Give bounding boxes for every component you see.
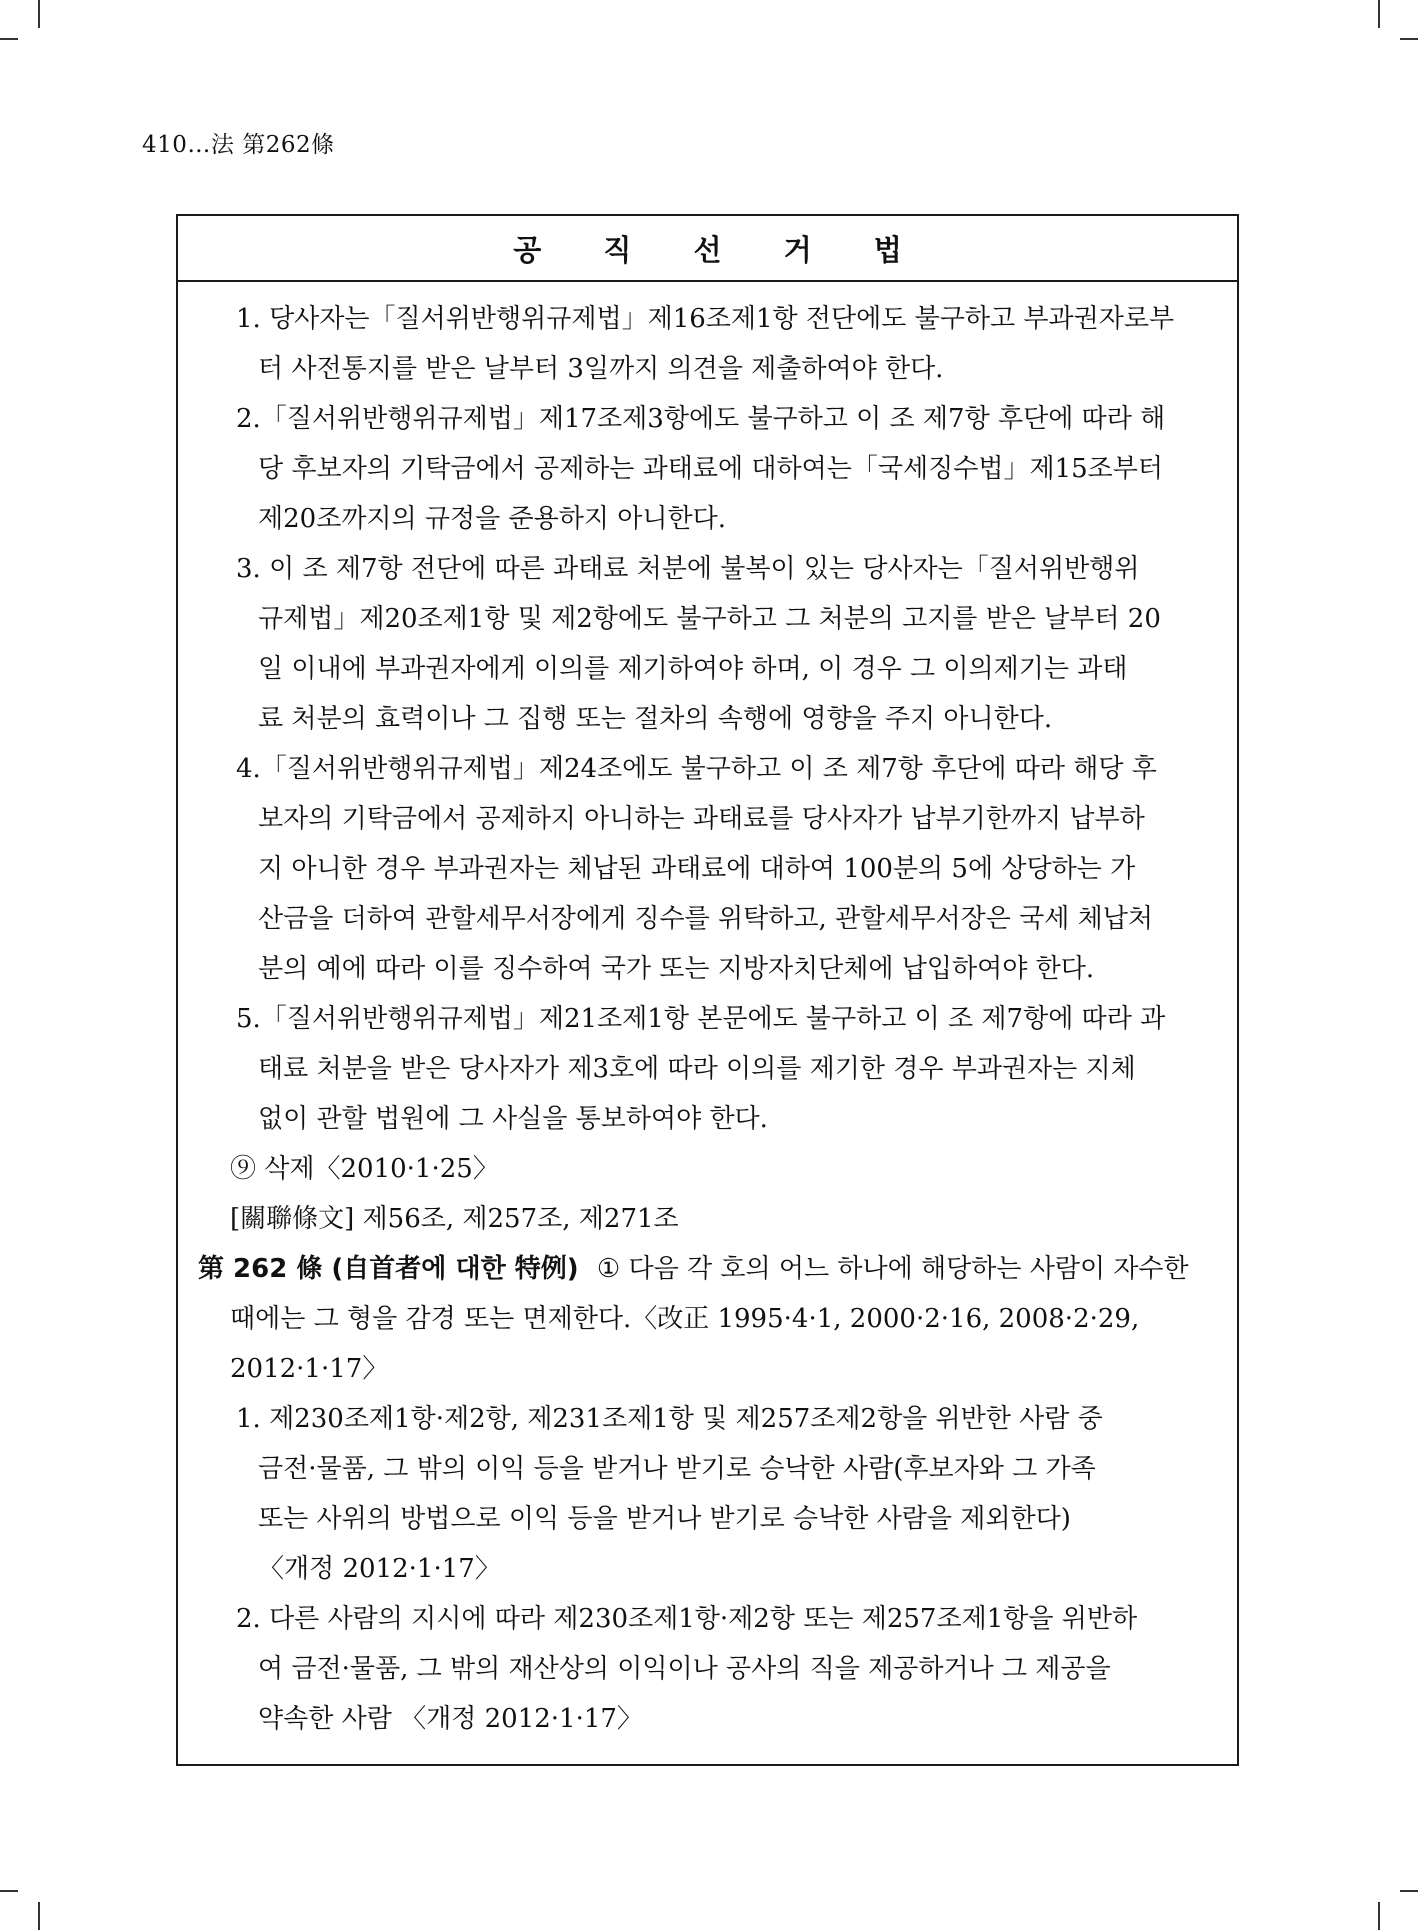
article-line: 2012·1·17〉 [230, 1354, 389, 1384]
crop-mark [1400, 1890, 1418, 1892]
list-item-line: 료 처분의 효력이나 그 집행 또는 절차의 속행에 영향을 주지 아니한다. [258, 704, 1053, 734]
list-item-line: 분의 예에 따라 이를 징수하여 국가 또는 지방자치단체에 납입하여야 한다. [258, 954, 1095, 984]
list-item-line: 터 사전통지를 받은 날부터 3일까지 의견을 제출하여야 한다. [258, 354, 944, 384]
list-item-line: 당 후보자의 기탁금에서 공제하는 과태료에 대하여는「국세징수법」제15조부터 [258, 454, 1164, 484]
list-item-line: 지 아니한 경우 부과권자는 체납된 과태료에 대하여 100분의 5에 상당하는 가 [258, 854, 1136, 884]
list-item-line: 보자의 기탁금에서 공제하지 아니하는 과태료를 당사자가 납부기한까지 납부하 [258, 804, 1145, 834]
deleted-paragraph: ⑨ 삭제〈2010·1·25〉 [230, 1154, 499, 1184]
crop-mark [1378, 1902, 1380, 1930]
box-title: 공 직 선 거 법 [178, 216, 1237, 282]
list-item-line: 2.「질서위반행위규제법」제17조제3항에도 불구하고 이 조 제7항 후단에 따라 해 [236, 404, 1166, 434]
list-item-line: 또는 사위의 방법으로 이익 등을 받거나 받기로 승낙한 사람을 제외한다) [258, 1504, 1071, 1534]
list-item-line: 금전·물품, 그 밖의 이익 등을 받거나 받기로 승낙한 사람(후보자와 그 가족 [258, 1454, 1096, 1484]
article-heading-line [198, 1254, 1189, 1284]
list-item-line: 약속한 사람 〈개정 2012·1·17〉 [258, 1704, 643, 1734]
list-item-line: 산금을 더하여 관할세무서장에게 징수를 위탁하고, 관할세무서장은 국세 체납처 [258, 904, 1153, 934]
list-item-line: 없이 관할 법원에 그 사실을 통보하여야 한다. [258, 1104, 768, 1134]
crop-mark [0, 38, 18, 40]
list-item-line: 3. 이 조 제7항 전단에 따른 과태료 처분에 불복이 있는 당사자는「질서위반행위 [236, 554, 1140, 584]
list-item-line: 규제법」제20조제1항 및 제2항에도 불구하고 그 처분의 고지를 받은 날부터 20 [258, 604, 1161, 634]
list-item-line: 〈개정 2012·1·17〉 [258, 1554, 501, 1584]
list-item-line: 여 금전·물품, 그 밖의 재산상의 이익이나 공사의 직을 제공하거나 그 제공을 [258, 1654, 1111, 1684]
crop-mark [1378, 0, 1380, 28]
list-item-line: 2. 다른 사람의 지시에 따라 제230조제1항·제2항 또는 제257조제1항을 위반하 [236, 1604, 1138, 1634]
crop-mark [38, 1902, 40, 1930]
page-header: 410…法 第262條 [142, 132, 335, 158]
list-item-line: 태료 처분을 받은 당사자가 제3호에 따라 이의를 제기한 경우 부과권자는 지체 [258, 1054, 1136, 1084]
list-item-line: 5.「질서위반행위규제법」제21조제1항 본문에도 불구하고 이 조 제7항에 따라 과 [236, 1004, 1166, 1034]
list-item-line: 1. 당사자는「질서위반행위규제법」제16조제1항 전단에도 불구하고 부과권자로부 [236, 304, 1175, 334]
list-item-line: 제20조까지의 규정을 준용하지 아니한다. [258, 504, 726, 534]
article-line: 때에는 그 형을 감경 또는 면제한다.〈改正 1995·4·1, 2000·2·16, 2008·2·29, [230, 1304, 1140, 1334]
crop-mark [1400, 38, 1418, 40]
list-item-line: 4.「질서위반행위규제법」제24조에도 불구하고 이 조 제7항 후단에 따라 해당 후 [236, 754, 1157, 784]
related-articles: [關聯條文] 제56조, 제257조, 제271조 [230, 1204, 679, 1234]
article-text: ① 다음 각 호의 어느 하나에 해당하는 사람이 자수한 [596, 1254, 1189, 1284]
list-item-line: 일 이내에 부과권자에게 이의를 제기하여야 하며, 이 경우 그 이의제기는 과태 [258, 654, 1128, 684]
crop-mark [0, 1890, 18, 1892]
list-item-line: 1. 제230조제1항·제2항, 제231조제1항 및 제257조제2항을 위반한 사람 중 [236, 1404, 1103, 1434]
crop-mark [38, 0, 40, 28]
law-box [176, 214, 1239, 1766]
article-heading: 第 262 條 (自首者에 대한 特例) [198, 1254, 579, 1284]
